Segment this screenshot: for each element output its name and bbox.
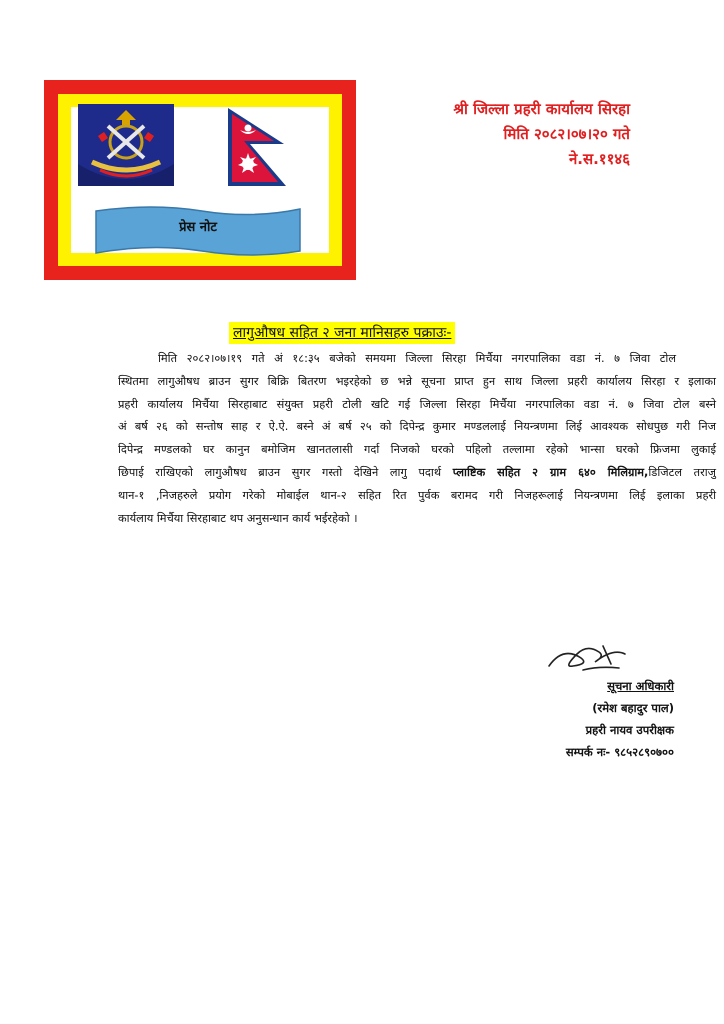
press-release-body <box>118 348 716 530</box>
office-heading <box>380 97 630 172</box>
press-note-label: प्रेस नोट <box>179 220 217 235</box>
signatory-rank: प्रहरी नायव उपरीक्षक <box>585 723 674 737</box>
body-line: प्रहरी कार्यालय मिर्चैया सिरहाबाट संयुक्त प्रहरी टोली खटि गई जिल्ला सिरहा मिर्चैया नगरपालिका वडा नं. ७ जिवा टोल बस्ने <box>118 397 716 411</box>
body-line: दिपेन्द्र मण्डलको घर कानुन बमोजिम खानतलासी गर्दा निजको घरको पहिलो तल्लामा रहेको भान्सा घरको फ्रिजमा लुकाई <box>118 443 716 457</box>
body-line: अं बर्ष २६ को सन्तोष साह र ऐ.ऐ. बस्ने अं बर्ष २५ को दिपेन्द्र कुमार मण्डललाई नियन्त्रणमा लिई आवश्यक सोधपुछ गरी निज <box>118 420 716 434</box>
document-date: मिति २०८२।०७।२० गते <box>503 125 630 143</box>
headline: लागुऔषध सहित २ जना मानिसहरु पक्राउः- <box>229 322 455 344</box>
body-line: स्थितमा लागुऔषध ब्राउन सुगर बिक्रि बितरण भइरहेको छ भन्ने सूचना प्राप्त हुन साथ जिल्ला प्रहरी कार्यालय सिरहा र इलाका <box>118 374 716 388</box>
nepal-flag-icon <box>226 106 292 188</box>
body-line: थान-१ ,निजहरुले प्रयोग गरेको मोबाईल थान-२ सहित रित पुर्वक बरामद गरी निजहरूलाई नियन्त्रणमा लिई इलाका प्रहरी <box>118 488 716 502</box>
body-line: कार्यलाय मिर्चैया सिरहाबाट थप अनुसन्धान कार्य भईरहेको । <box>118 511 358 525</box>
body-line: छिपाई राखिएको लागुऔषध ब्राउन सुगर गस्तो देखिने लागु पदार्थ प्लाष्टिक सहित २ ग्राम ६४० मिलिग्राम,डिजिटल तराजु <box>118 465 716 479</box>
signatory-title: सूचना अधिकारी <box>607 679 674 693</box>
office-name: श्री जिल्ला प्रहरी कार्यालय सिरहा <box>453 100 630 118</box>
signatory-contact: सम्पर्क नः- ९८५२८९०७०० <box>565 745 674 759</box>
nepal-police-logo-icon <box>78 104 174 186</box>
seized-quantity: प्लाष्टिक सहित २ ग्राम ६४० मिलिग्राम, <box>452 465 649 479</box>
body-line: मिति २०८२।०७।१९ गते अं १८:३५ बजेको समयमा जिल्ला सिरहा मिर्चैया नगरपालिका वडा नं. ७ जिवा टोल <box>158 352 676 365</box>
signature-image <box>543 636 633 676</box>
signatory-block <box>500 675 674 763</box>
reference-number: ने.स.११४६ <box>568 150 630 168</box>
signatory-name: (रमेश बहादुर पाल) <box>592 701 674 715</box>
